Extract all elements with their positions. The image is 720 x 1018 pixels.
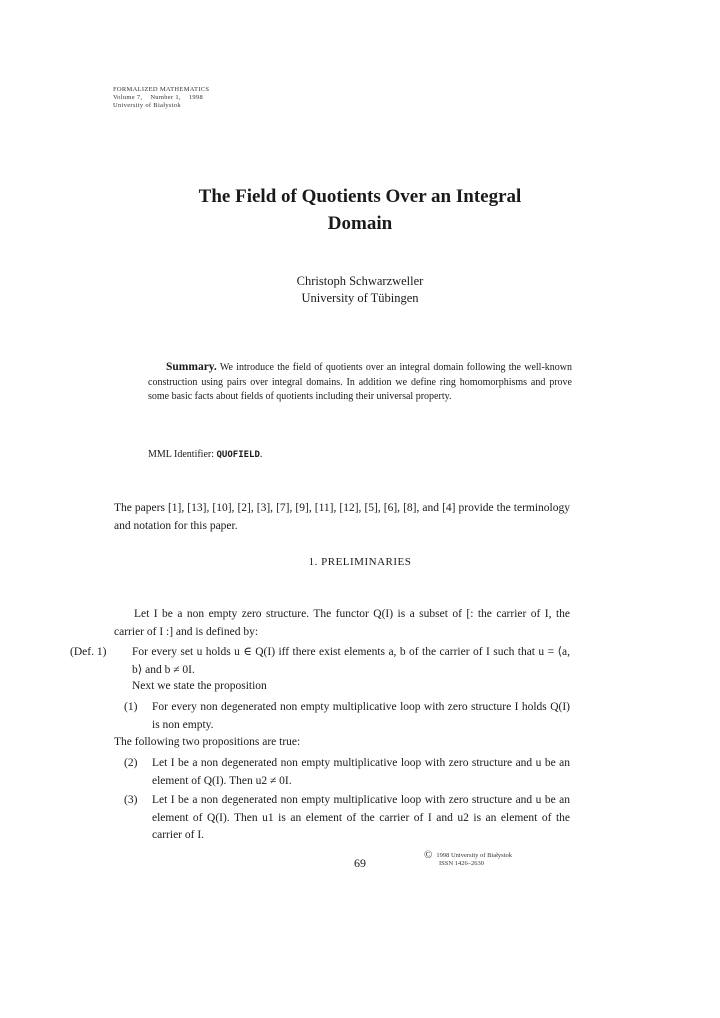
- issn-text: ISSN 1426–2630: [439, 860, 484, 867]
- following-statement: The following two propositions are true:: [114, 736, 301, 748]
- proposition-2-label: (2): [124, 757, 138, 769]
- summary-text: We introduce the field of quotients over an integral domain following the well-known construction using pairs over integral domains. In addition we define ring homomorphisms and prove some basic facts about fields of quotients including their universal property.: [148, 362, 572, 403]
- proposition-3-label: (3): [124, 794, 138, 806]
- title-line-1: The Field of Quotients Over an Integral: [198, 186, 522, 207]
- copyright-block: [424, 851, 512, 868]
- copyright-icon: ©: [424, 849, 433, 861]
- author-block: [0, 273, 720, 307]
- journal-year: 1998: [188, 94, 204, 101]
- proposition-1-label: (1): [124, 701, 138, 713]
- copyright-text: 1998 University of Białystok: [436, 852, 513, 859]
- mml-label: MML Identifier:: [148, 449, 215, 460]
- proposition-1: [114, 699, 570, 734]
- journal-volume-line: [113, 94, 211, 102]
- next-statement: Next we state the proposition: [132, 680, 267, 692]
- summary-lead: Summary.: [166, 361, 217, 373]
- paper-title: [0, 183, 720, 237]
- definition-label: (Def. 1): [70, 646, 107, 658]
- mml-end: .: [259, 449, 263, 460]
- mml-code: QUOFIELD: [216, 450, 260, 460]
- intro-paragraph: The papers [1], [13], [10], [2], [3], [7], [9], [11], [12], [5], [6], [8], and [4] provide the terminology and notation for this paper.: [114, 502, 570, 532]
- journal-number: Number 1,: [150, 94, 181, 101]
- proposition-1-text: For every non degenerated non empty multiplicative loop with zero structure I holds Q(I) is non empty.: [152, 701, 570, 731]
- mml-identifier: [148, 449, 262, 460]
- definition-text: For every set u holds u ∈ Q(I) iff there exist elements a, b of the carrier of I such that u = ⟨a, b⟩ and b ≠ 0I.: [132, 646, 570, 676]
- proposition-3-text: Let I be a non degenerated non empty multiplicative loop with zero structure and u be an element of Q(I). Then u1 is an element of the carrier of I and u2 is an element of the carrier of I.: [152, 794, 570, 841]
- journal-name: FORMALIZED MATHEMATICS: [113, 86, 210, 93]
- journal-header: [113, 86, 211, 110]
- proposition-3: [114, 792, 570, 845]
- title-line-2: Domain: [327, 213, 393, 234]
- author-name: Christoph Schwarzweller: [296, 274, 424, 288]
- author-affiliation: University of Tübingen: [301, 291, 419, 305]
- journal-volume: Volume 7,: [113, 94, 143, 101]
- summary: [148, 360, 572, 405]
- preliminaries-paragraph: Let I be a non empty zero structure. The functor Q(I) is a subset of [: the carrier of I, the carrier of I :] and is defined by:: [114, 608, 570, 638]
- section-heading: 1. PRELIMINARIES: [308, 556, 412, 568]
- proposition-2-text: Let I be a non degenerated non empty multiplicative loop with zero structure and u be an element of Q(I). Then u2 ≠ 0I.: [152, 757, 570, 787]
- definition-1: [70, 644, 570, 679]
- journal-publisher: University of Białystok: [113, 102, 181, 109]
- proposition-2: [114, 755, 570, 790]
- page-number: 69: [354, 856, 366, 870]
